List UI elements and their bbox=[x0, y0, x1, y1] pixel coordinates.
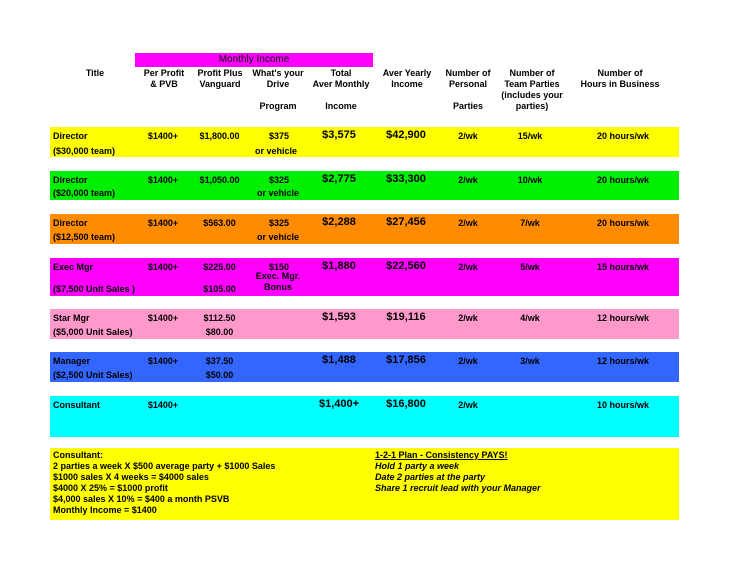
monthly-income-value: $1,488 bbox=[322, 354, 356, 366]
row-title: Exec Mgr bbox=[53, 262, 94, 272]
hours-value: 20 hours/wk bbox=[596, 131, 650, 141]
drive-value: $375 bbox=[268, 131, 290, 141]
vanguard-value: $225.00 bbox=[203, 262, 236, 272]
row-director-12500 bbox=[50, 214, 679, 244]
personal-parties-value: 2/wk bbox=[458, 356, 478, 366]
plan-heading: 1-2-1 Plan - Consistency PAYS! bbox=[375, 450, 508, 460]
row-title: Consultant bbox=[53, 400, 100, 410]
row-consultant bbox=[50, 396, 679, 437]
hours-value: 20 hours/wk bbox=[596, 175, 650, 185]
hours-value: 12 hours/wk bbox=[596, 313, 650, 323]
team-parties-value: 4/wk bbox=[520, 313, 540, 323]
drive-note: or vehicle bbox=[256, 232, 300, 242]
monthly-income-value: $1,400+ bbox=[318, 398, 360, 410]
per-profit-value: $1400+ bbox=[147, 400, 179, 410]
per-profit-value: $1400+ bbox=[147, 356, 179, 366]
plan-line: Date 2 parties at the party bbox=[375, 472, 486, 482]
header-drive: What's your Drive Program bbox=[252, 68, 304, 111]
monthly-income-title: Monthly Income bbox=[218, 54, 290, 65]
per-profit-value: $1400+ bbox=[147, 262, 179, 272]
row-title: Star Mgr bbox=[53, 313, 90, 323]
vanguard-value-2: $105.00 bbox=[203, 284, 236, 294]
header-title: Title bbox=[85, 68, 105, 78]
personal-parties-value: 2/wk bbox=[458, 218, 478, 228]
vanguard-value: $1,800.00 bbox=[199, 131, 240, 141]
per-profit-value: $1400+ bbox=[147, 131, 179, 141]
notes-line: $4,000 sales X 10% = $400 a month PSVB bbox=[53, 494, 230, 504]
yearly-income-value: $19,116 bbox=[386, 311, 426, 323]
notes-line: Monthly Income = $1400 bbox=[53, 505, 157, 515]
notes-line: $1000 sales X 4 weeks = $4000 sales bbox=[53, 472, 209, 482]
header-total: Total Aver Monthly Income bbox=[312, 68, 370, 111]
personal-parties-value: 2/wk bbox=[458, 175, 478, 185]
row-director-30000 bbox=[50, 127, 679, 157]
vanguard-value: $563.00 bbox=[203, 218, 236, 228]
team-parties-value: 15/wk bbox=[517, 131, 543, 141]
hours-value: 12 hours/wk bbox=[596, 356, 650, 366]
header-team: Number of Team Parties (includes your parties) bbox=[501, 68, 563, 111]
row-title: Manager bbox=[53, 356, 91, 366]
row-subtitle: ($20,000 team) bbox=[53, 188, 116, 198]
monthly-income-value: $1,593 bbox=[322, 311, 356, 323]
vanguard-value-2: $80.00 bbox=[205, 327, 234, 337]
personal-parties-value: 2/wk bbox=[458, 131, 478, 141]
yearly-income-value: $27,456 bbox=[386, 216, 426, 228]
yearly-income-value: $42,900 bbox=[386, 129, 426, 141]
notes-line: 2 parties a week X $500 average party + $1000 Sales bbox=[53, 461, 276, 471]
drive-note: or vehicle bbox=[254, 146, 298, 156]
row-title: Director bbox=[53, 131, 88, 141]
team-parties-value: 10/wk bbox=[517, 175, 543, 185]
team-parties-value: 7/wk bbox=[520, 218, 540, 228]
notes-consultant-heading: Consultant: bbox=[53, 450, 103, 460]
hours-value: 10 hours/wk bbox=[596, 400, 650, 410]
vanguard-value: $112.50 bbox=[203, 313, 236, 323]
team-parties-value: 3/wk bbox=[520, 356, 540, 366]
drive-note: Exec. Mgr. bbox=[255, 271, 301, 281]
row-title: Director bbox=[53, 218, 88, 228]
plan-line: Hold 1 party a week bbox=[375, 461, 460, 471]
personal-parties-value: 2/wk bbox=[458, 262, 478, 272]
drive-note-2: Bonus bbox=[264, 282, 292, 292]
yearly-income-value: $22,560 bbox=[386, 260, 426, 272]
yearly-income-value: $33,300 bbox=[386, 173, 426, 185]
notes-line: $4000 X 25% = $1000 profit bbox=[53, 483, 168, 493]
row-subtitle: ($30,000 team) bbox=[53, 146, 116, 156]
row-exec-mgr bbox=[50, 258, 679, 296]
row-subtitle: ($2,500 Unit Sales) bbox=[53, 370, 133, 380]
header-hours: Number of Hours in Business bbox=[580, 68, 660, 89]
yearly-income-value: $17,856 bbox=[386, 354, 426, 366]
notes-panel bbox=[50, 448, 679, 520]
monthly-income-value: $2,288 bbox=[322, 216, 356, 228]
vanguard-value: $1,050.00 bbox=[199, 175, 240, 185]
personal-parties-value: 2/wk bbox=[458, 400, 478, 410]
team-parties-value: 5/wk bbox=[520, 262, 540, 272]
vanguard-value: $37.50 bbox=[205, 356, 234, 366]
row-star-mgr bbox=[50, 309, 679, 339]
header-personal: Number of Personal Parties bbox=[445, 68, 491, 111]
row-director-20000 bbox=[50, 171, 679, 200]
row-subtitle: ($5,000 Unit Sales) bbox=[53, 327, 133, 337]
drive-value: $325 bbox=[268, 218, 290, 228]
per-profit-value: $1400+ bbox=[147, 218, 179, 228]
per-profit-value: $1400+ bbox=[147, 175, 179, 185]
hours-value: 15 hours/wk bbox=[596, 262, 650, 272]
row-manager bbox=[50, 352, 679, 382]
per-profit-value: $1400+ bbox=[147, 313, 179, 323]
row-subtitle: ($7,500 Unit Sales ) bbox=[53, 284, 136, 294]
drive-value: $325 bbox=[268, 175, 290, 185]
personal-parties-value: 2/wk bbox=[458, 313, 478, 323]
drive-note: or vehicle bbox=[256, 188, 300, 198]
plan-line: Share 1 recruit lead with your Manager bbox=[375, 483, 541, 493]
hours-value: 20 hours/wk bbox=[596, 218, 650, 228]
yearly-income-value: $16,800 bbox=[386, 398, 426, 410]
row-subtitle: ($12,500 team) bbox=[53, 232, 116, 242]
drive-value: $150 bbox=[268, 262, 290, 272]
monthly-income-value: $2,775 bbox=[322, 173, 356, 185]
row-title: Director bbox=[53, 175, 88, 185]
vanguard-value-2: $50.00 bbox=[205, 370, 234, 380]
monthly-income-value: $1,880 bbox=[322, 260, 356, 272]
header-per-profit: Per Profit & PVB bbox=[143, 68, 185, 89]
header-profit-plus: Profit Plus Vanguard bbox=[197, 68, 243, 89]
header-yearly: Aver Yearly Income bbox=[382, 68, 432, 89]
monthly-income-value: $3,575 bbox=[322, 129, 356, 141]
